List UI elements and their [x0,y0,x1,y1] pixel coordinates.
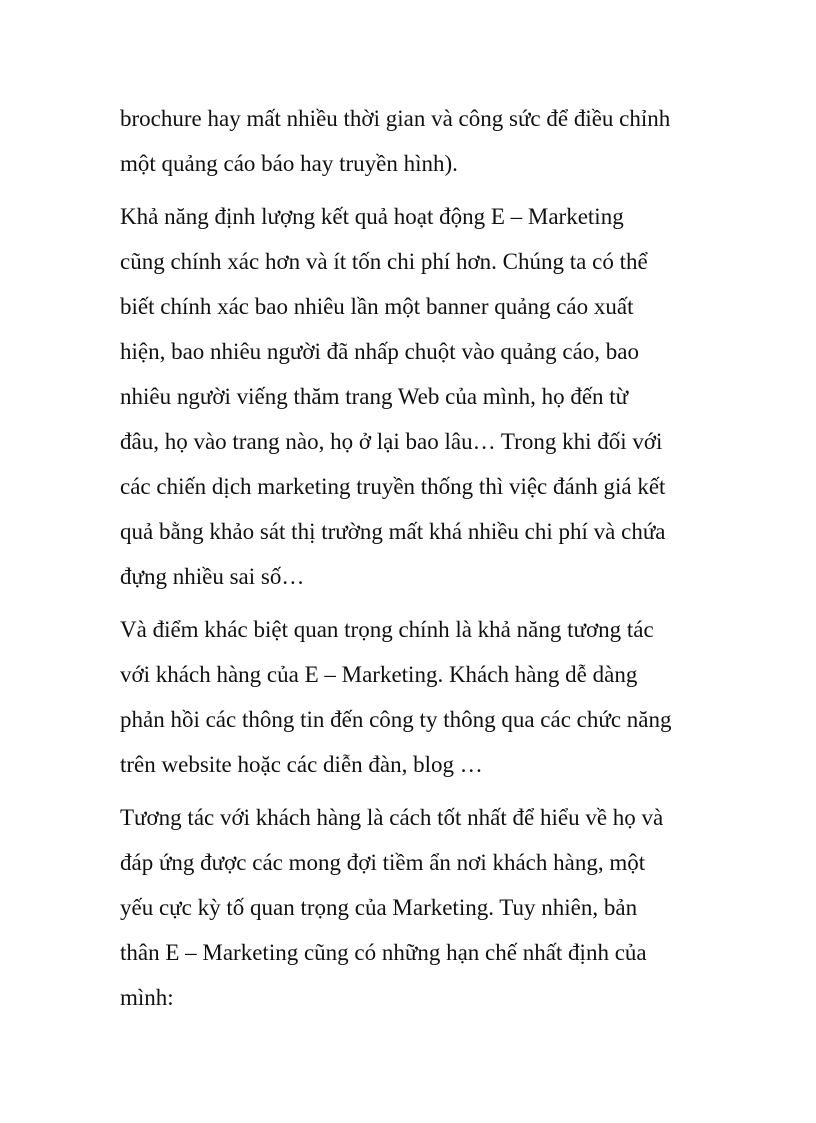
text-line: thân E – Marketing cũng có những hạn chế nhất định của [120,940,647,965]
text-line: đáp ứng được các mong đợi tiềm ẩn nơi khách hàng, một [120,850,646,875]
paragraph-4 [120,795,710,1020]
text-line: một quảng cáo báo hay truyền hình). [120,151,458,176]
text-line: với khách hàng của E – Marketing. Khách hàng dễ dàng [120,662,638,687]
text-line: cũng chính xác hơn và ít tốn chi phí hơn. Chúng ta có thể [120,249,648,274]
text-line: brochure hay mất nhiều thời gian và công sức để điều chỉnh [120,106,671,131]
paragraph-1 [120,96,710,186]
text-line: hiện, bao nhiêu người đã nhấp chuột vào quảng cáo, bao [120,339,639,364]
text-line: yếu cực kỳ tố quan trọng của Marketing. Tuy nhiên, bản [120,895,638,920]
text-line: biết chính xác bao nhiêu lần một banner quảng cáo xuất [120,294,634,319]
paragraph-2 [120,194,710,599]
text-line: quả bằng khảo sát thị trường mất khá nhiều chi phí và chứa [120,519,666,544]
text-line: các chiến dịch marketing truyền thống thì việc đánh giá kết [120,474,666,499]
paragraph-3 [120,607,710,787]
text-line: Và điểm khác biệt quan trọng chính là khả năng tương tác [120,617,654,642]
text-line: phản hồi các thông tin đến công ty thông qua các chức năng [120,707,672,732]
text-line: mình: [120,985,174,1010]
text-line: đựng nhiều sai số… [120,564,305,589]
text-line: trên website hoặc các diễn đàn, blog … [120,752,483,777]
text-line: nhiêu người viếng thăm trang Web của mình, họ đến từ [120,384,629,409]
document-body [120,96,710,1028]
text-line: Khả năng định lượng kết quả hoạt động E – Marketing [120,204,624,229]
text-line: Tương tác với khách hàng là cách tốt nhất để hiểu về họ và [120,805,664,830]
text-line: đâu, họ vào trang nào, họ ở lại bao lâu… Trong khi đối với [120,429,663,454]
